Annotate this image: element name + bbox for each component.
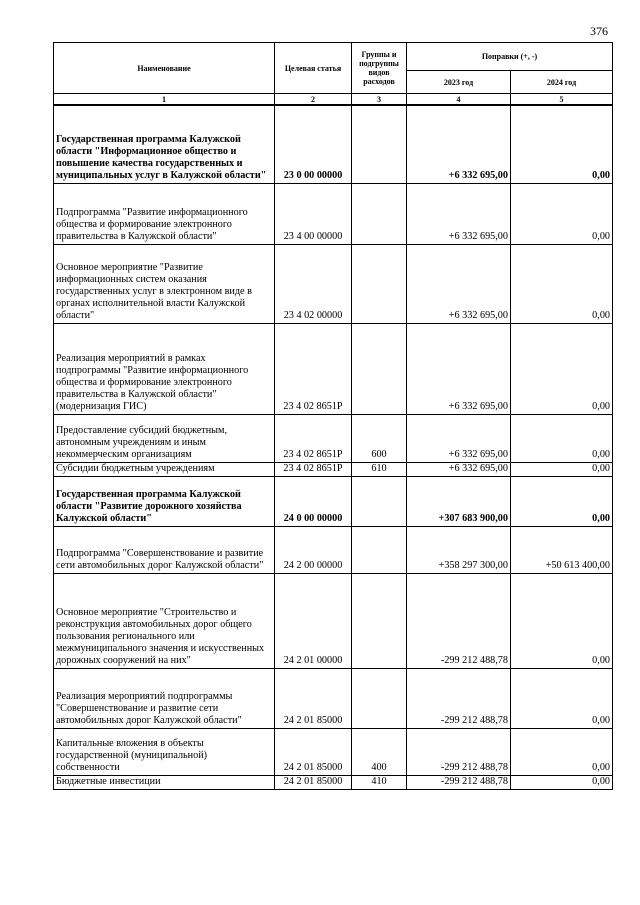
row-group: 410 xyxy=(352,775,407,789)
row-amount-2024: 0,00 xyxy=(511,462,613,476)
table-row xyxy=(54,573,613,668)
row-amount-2023: +358 297 300,00 xyxy=(407,526,511,573)
budget-amendments-table xyxy=(53,42,613,790)
table-row xyxy=(54,775,613,789)
row-group xyxy=(352,183,407,244)
header-expense-groups: Группы и подгруппы видов расходов xyxy=(352,43,407,94)
header-name: Наименование xyxy=(54,43,275,94)
row-group: 400 xyxy=(352,728,407,775)
row-name: Предоставление субсидий бюджетным, автономным учреждениям и иным некоммерческим организациям xyxy=(54,414,275,462)
row-code: 24 2 01 00000 xyxy=(275,573,352,668)
row-group xyxy=(352,323,407,414)
row-code: 23 4 02 8651P xyxy=(275,462,352,476)
row-code: 24 2 01 85000 xyxy=(275,775,352,789)
column-number: 3 xyxy=(352,94,407,106)
header-year-2023: 2023 год xyxy=(407,71,511,94)
row-name: Подпрограмма "Развитие информационного общества и формирование электронного правительства в Калужской области" xyxy=(54,183,275,244)
header-amendments: Поправки (+, -) xyxy=(407,43,613,71)
column-number: 4 xyxy=(407,94,511,106)
table-row xyxy=(54,526,613,573)
column-number: 2 xyxy=(275,94,352,106)
row-amount-2023: +6 332 695,00 xyxy=(407,244,511,323)
row-name: Капитальные вложения в объекты государственной (муниципальной) собственности xyxy=(54,728,275,775)
row-name: Бюджетные инвестиции xyxy=(54,775,275,789)
row-group: 610 xyxy=(352,462,407,476)
row-amount-2023: -299 212 488,78 xyxy=(407,668,511,728)
row-name: Подпрограмма "Совершенствование и развитие сети автомобильных дорог Калужской области" xyxy=(54,526,275,573)
row-group xyxy=(352,476,407,526)
column-number: 5 xyxy=(511,94,613,106)
row-amount-2024: 0,00 xyxy=(511,414,613,462)
table-row xyxy=(54,244,613,323)
row-amount-2023: +6 332 695,00 xyxy=(407,323,511,414)
row-amount-2024: 0,00 xyxy=(511,573,613,668)
row-amount-2024: 0,00 xyxy=(511,323,613,414)
row-amount-2024: +50 613 400,00 xyxy=(511,526,613,573)
column-number: 1 xyxy=(54,94,275,106)
row-amount-2024: 0,00 xyxy=(511,183,613,244)
row-name: Реализация мероприятий подпрограммы "Совершенствование и развитие сети автомобильных дорог Калужской области" xyxy=(54,668,275,728)
table-row xyxy=(54,105,613,183)
row-code: 24 0 00 00000 xyxy=(275,476,352,526)
table-row xyxy=(54,462,613,476)
row-name: Государственная программа Калужской области "Информационное общество и повышение качества государственных и муниципальных услуг в Калужской области" xyxy=(54,105,275,183)
row-name: Основное мероприятие "Строительство и реконструкция автомобильных дорог общего пользования регионального или межмуниципального значения и искусственных дорожных сооружений на них" xyxy=(54,573,275,668)
table-row xyxy=(54,668,613,728)
row-name: Основное мероприятие "Развитие информационных систем оказания государственных услуг в электронном виде в органах исполнительной власти Калужской области" xyxy=(54,244,275,323)
row-amount-2023: +6 332 695,00 xyxy=(407,414,511,462)
row-code: 23 4 00 00000 xyxy=(275,183,352,244)
row-amount-2023: +6 332 695,00 xyxy=(407,105,511,183)
table-row xyxy=(54,728,613,775)
row-name: Субсидии бюджетным учреждениям xyxy=(54,462,275,476)
row-amount-2024: 0,00 xyxy=(511,668,613,728)
table-row xyxy=(54,183,613,244)
row-group xyxy=(352,526,407,573)
row-code: 23 0 00 00000 xyxy=(275,105,352,183)
page-number: 376 xyxy=(590,24,608,38)
row-name: Государственная программа Калужской области "Развитие дорожного хозяйства Калужской области" xyxy=(54,476,275,526)
table-row xyxy=(54,323,613,414)
row-group: 600 xyxy=(352,414,407,462)
row-code: 23 4 02 00000 xyxy=(275,244,352,323)
header-year-2024: 2024 год xyxy=(511,71,613,94)
row-code: 24 2 01 85000 xyxy=(275,728,352,775)
row-code: 23 4 02 8651P xyxy=(275,414,352,462)
header-target-article: Целевая статья xyxy=(275,43,352,94)
row-group xyxy=(352,573,407,668)
row-amount-2023: -299 212 488,78 xyxy=(407,728,511,775)
row-amount-2023: -299 212 488,78 xyxy=(407,573,511,668)
row-amount-2023: -299 212 488,78 xyxy=(407,775,511,789)
row-amount-2024: 0,00 xyxy=(511,244,613,323)
row-amount-2023: +307 683 900,00 xyxy=(407,476,511,526)
row-amount-2024: 0,00 xyxy=(511,775,613,789)
row-code: 23 4 02 8651P xyxy=(275,323,352,414)
row-group xyxy=(352,105,407,183)
row-amount-2024: 0,00 xyxy=(511,105,613,183)
row-amount-2023: +6 332 695,00 xyxy=(407,183,511,244)
row-code: 24 2 01 85000 xyxy=(275,668,352,728)
row-group xyxy=(352,244,407,323)
table-row xyxy=(54,476,613,526)
row-amount-2024: 0,00 xyxy=(511,476,613,526)
row-amount-2024: 0,00 xyxy=(511,728,613,775)
row-amount-2023: +6 332 695,00 xyxy=(407,462,511,476)
table-row xyxy=(54,414,613,462)
row-code: 24 2 00 00000 xyxy=(275,526,352,573)
row-group xyxy=(352,668,407,728)
row-name: Реализация мероприятий в рамках подпрограммы "Развитие информационного общества и формирование электронного правительства в Калужской области" (модернизация ГИС) xyxy=(54,323,275,414)
